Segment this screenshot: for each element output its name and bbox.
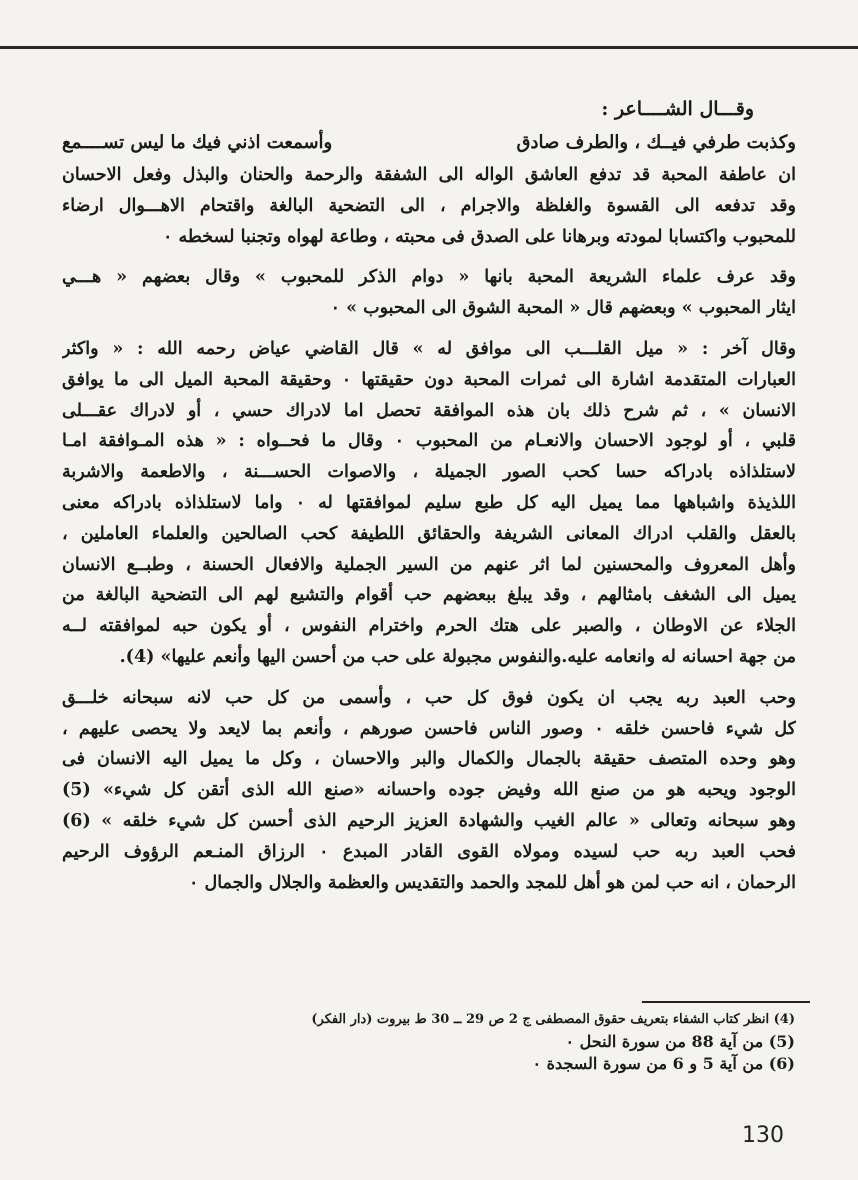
text-line: لاستلذاذه بادراكه حسا كحب الصور الجميلة ، والاصوات الحســـنة ، والاطعمة والاشربة bbox=[62, 462, 796, 483]
poet-heading: وقـــال الشــــاعر : bbox=[601, 98, 754, 120]
footnote-5: (5) من آية 88 من سورة النحل ٠ bbox=[565, 1032, 795, 1051]
text-line: كل شيء فاحسن خلقه ٠ وصور الناس فاحسن صورهم ، وأنعم بما لايعد ولا يحصى عليهم ، bbox=[62, 718, 796, 739]
footnote-4: (4) انظر كتاب الشفاء بتعريف حقوق المصطفى ج 2 ص 29 ــ 30 ط بيروت (دار الفكر) bbox=[311, 1012, 795, 1027]
text-line: بالعقل والقلب ادراك المعانى الشريفة والحقائق اللطيفة كحب الصالحين والعلماء العاملين ، bbox=[62, 523, 796, 544]
text-line: وحب العبد ربه يجب ان يكون فوق كل حب ، وأسمى من كل حب لانه سبحانه خلـــق bbox=[62, 687, 796, 708]
text-line: وأهل المعروف والمحسنين لما اثر عنهم من السير الجملية والافعال الحسنة ، وطبــع الانسان bbox=[62, 554, 796, 575]
poem-verse bbox=[62, 126, 796, 160]
paragraph-1 bbox=[62, 160, 796, 252]
page-number: 130 bbox=[742, 1123, 784, 1148]
text-line: وقد عرف علماء الشريعة المحبة بانها « دوام الذكر للمحبوب » وقال بعضهم « هـــي bbox=[62, 267, 796, 288]
footnote-6: (6) من آية 5 و 6 من سورة السجدة ٠ bbox=[532, 1054, 795, 1073]
page-body bbox=[62, 92, 796, 898]
text-line: وهو سبحانه وتعالى « عالم الغيب والشهادة العزيز الرحيم الذى أحسن كل شيء خلقه » (6) bbox=[62, 810, 796, 831]
text-line: وهو وحده المتصف حقيقة بالجمال والكمال والبر والاحسان ، وكل ما يميل اليه الانسان فى bbox=[62, 749, 796, 770]
text-line: يميل الى الشغف بامثالهم ، وقد يبلغ ببعضهم حب أقوام والتشيع لهم الى التضحية البالغة من bbox=[62, 585, 796, 606]
verse-first-hemistich: وكذبت طرفي فيــك ، والطرف صادق bbox=[516, 132, 796, 153]
text-line: العبارات المتقدمة اشارة الى ثمرات المحبة دون حقيقتها ٠ وحقيقة المحبة الميل الى ما يوافق bbox=[62, 369, 796, 390]
text-line: من جهة احسانه له وانعامه عليه.والنفوس مجبولة على حب من أحسن اليها وأنعم عليها» (4). bbox=[119, 646, 796, 667]
text-line: الجلاء عن الاوطان ، والصبر على هتك الحرم واخترام النفوس ، أو يكون حبه لموافقته لــه bbox=[62, 616, 796, 637]
footnote-rule bbox=[642, 1001, 810, 1003]
text-line: الانسان » ، ثم شرح ذلك بان هذه الموافقة تحصل اما لادراك حسي ، أو لادراك عقـــلى bbox=[62, 400, 796, 421]
text-line: وقد تدفعه الى القسوة والغلظة والاجرام ، الى التضحية البالغة واقتحام الاهـــوال ارضاء bbox=[62, 195, 796, 216]
text-line: للمحبوب واكتسابا لمودته وبرهانا على الصدق فى محبته ، وطاعة لهواه وتجنبا لسخطه ٠ bbox=[163, 226, 796, 247]
paragraph-4 bbox=[62, 683, 796, 899]
top-rule bbox=[0, 46, 858, 49]
verse-second-hemistich: وأسمعت اذني فيك ما ليس تســــمع bbox=[62, 132, 333, 153]
paragraph-2 bbox=[62, 262, 796, 324]
text-line: قلبي ، أو لوجود الاحسان والانعـام من المحبوب ٠ وقال ما فحــواه : « هذه المـوافقة امـا bbox=[62, 431, 796, 452]
text-line: وقال آخر : « ميل القلـــب الى موافق له » قال القاضي عياض رحمه الله : « واكثر bbox=[62, 338, 796, 359]
text-line: فحب العبد ربه حب لسيده ومولاه القوى القادر المبدع ٠ الرزاق المنـعم الرؤوف الرحيم bbox=[62, 841, 796, 862]
text-line: الرحمان ، انه حب لمن هو أهل للمجد والحمد والتقديس والعظمة والجلال والجمال ٠ bbox=[189, 872, 796, 893]
text-line: اللذيذة واشباهها مما يميل اليه كل طبع سليم لموافقتها له ٠ واما لاستلذاذه بادراكه معنى bbox=[62, 492, 796, 513]
paragraph-3 bbox=[62, 334, 796, 673]
text-line: ايثار المحبوب » وبعضهم قال « المحبة الشوق الى المحبوب » ٠ bbox=[330, 298, 796, 319]
text-line: ان عاطفة المحبة قد تدفع العاشق الواله الى الشفقة والرحمة والحنان والبذل وفعل الاحسان bbox=[62, 165, 796, 185]
text-line: الوجود ويحبه هو من صنع الله وفيض جوده واحسانه «صنع الله الذى أتقن كل شيء» (5) bbox=[62, 780, 796, 801]
footnotes bbox=[300, 1009, 795, 1075]
